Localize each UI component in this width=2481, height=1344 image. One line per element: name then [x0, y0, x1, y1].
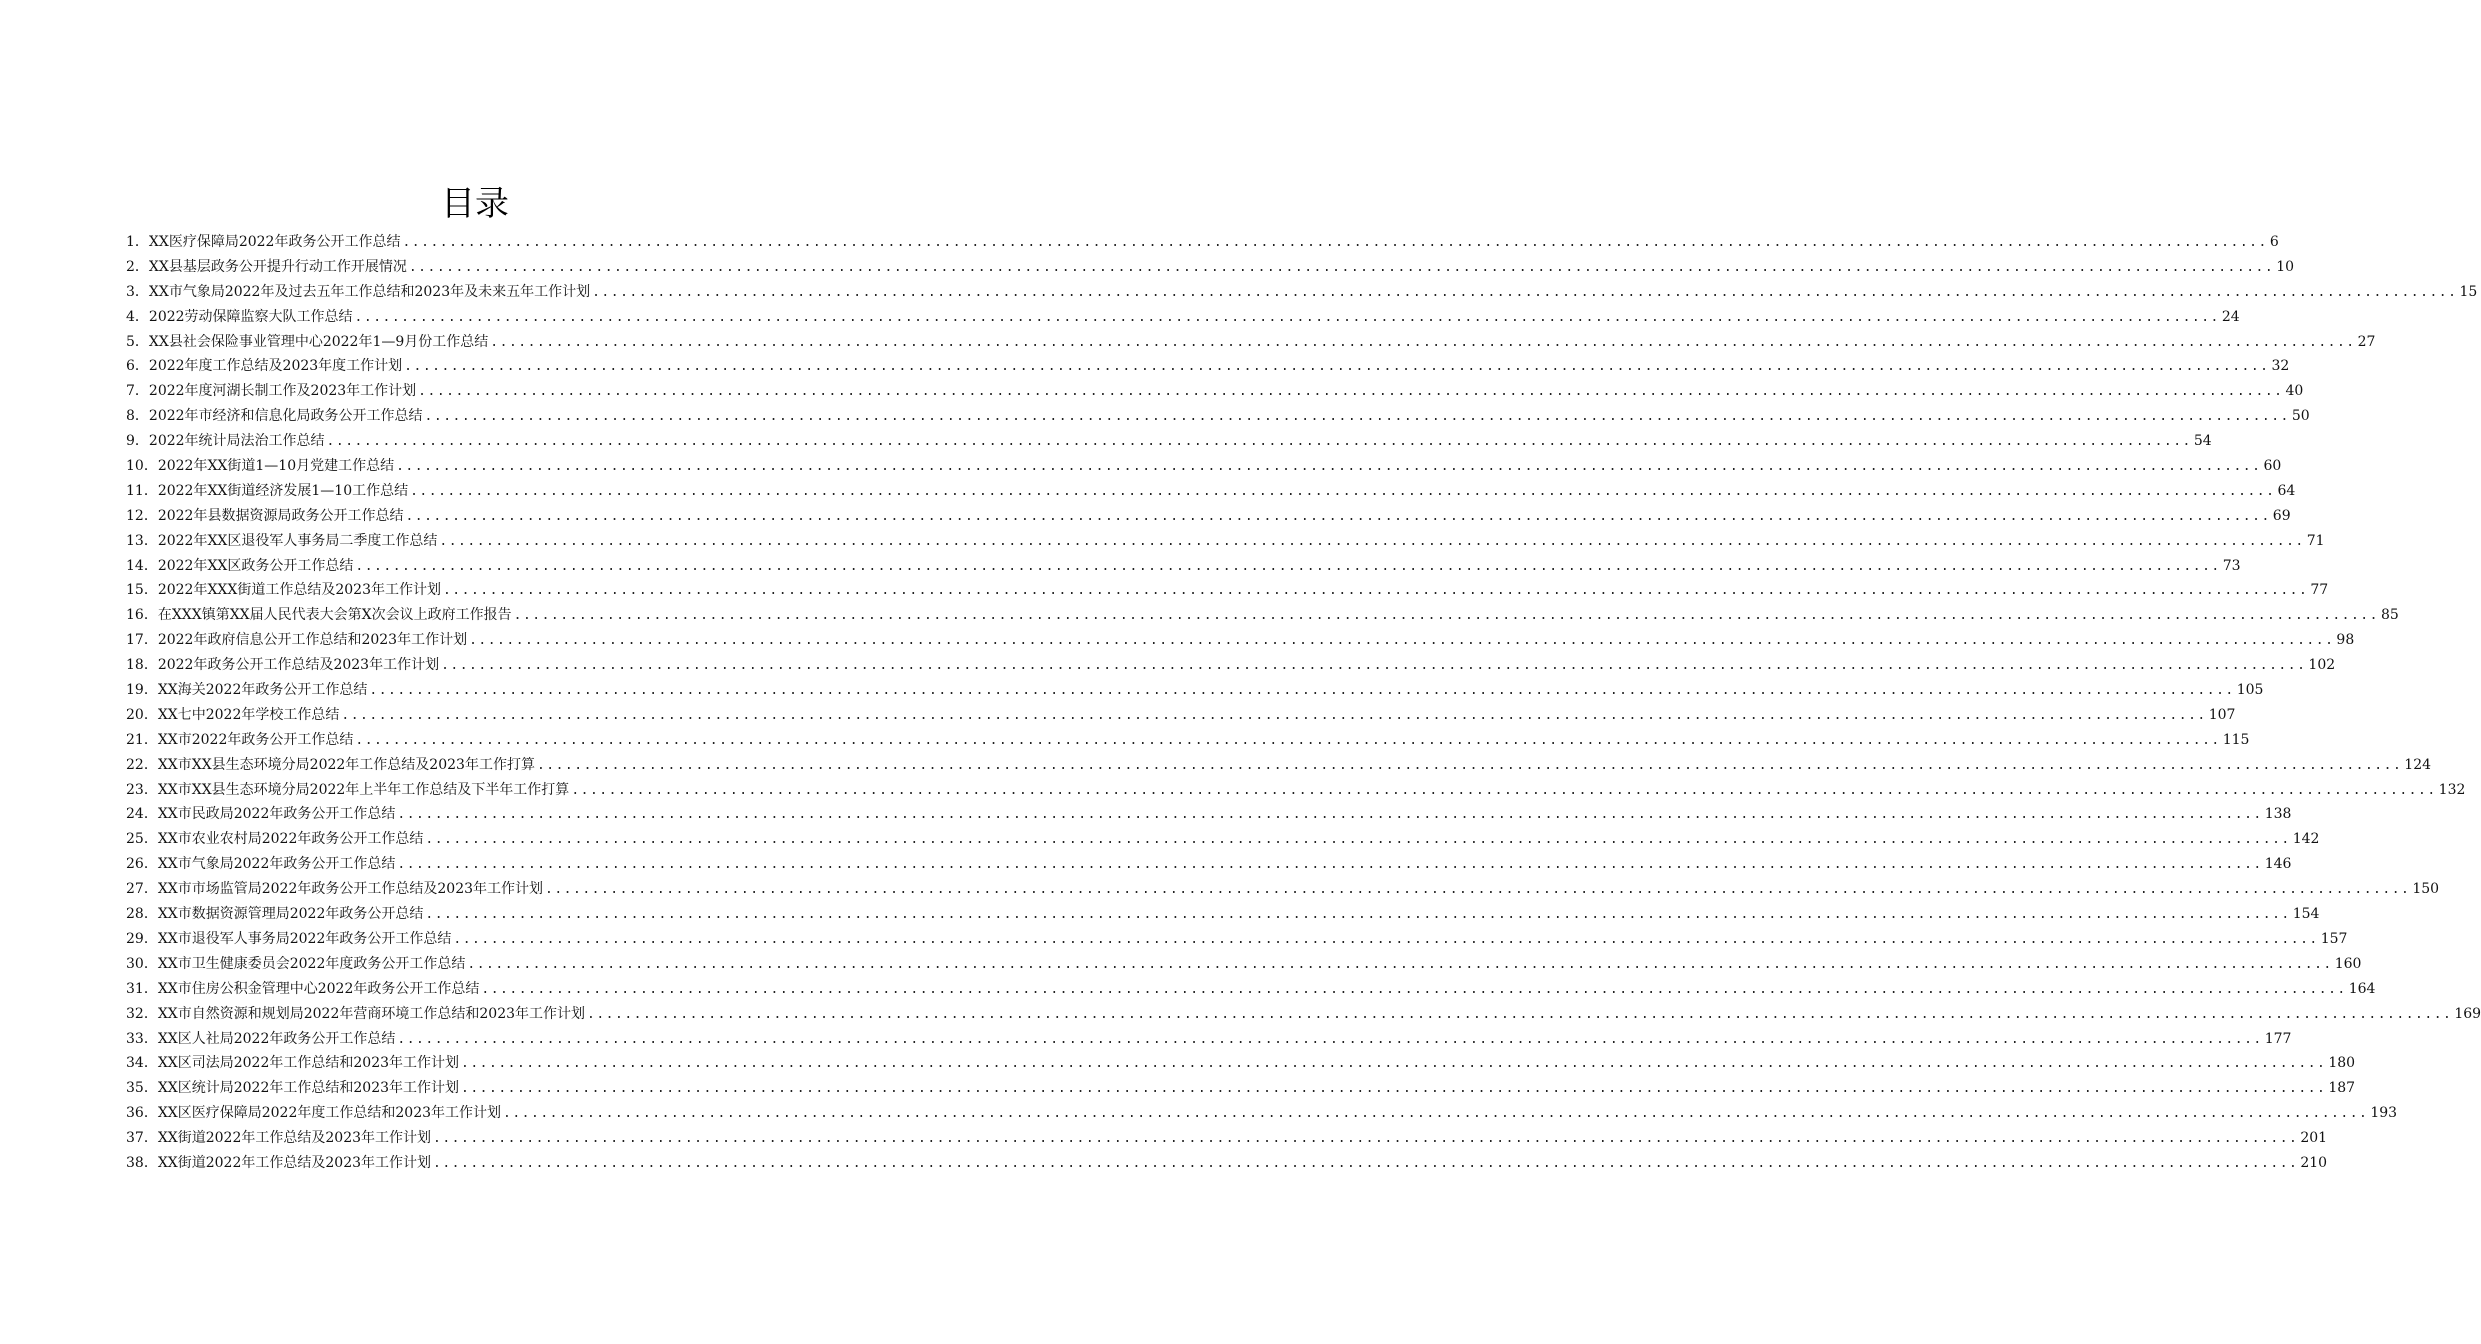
toc-leader-dots: ........................................................................................................................................................................................................ — [397, 1031, 2263, 1047]
toc-page-number: 27 — [2357, 333, 2376, 350]
toc-entry-label: 21．XX市2022年政务公开工作总结 — [126, 731, 354, 748]
toc-entry-label: 29．XX市退役军人事务局2022年政务公开工作总结 — [126, 930, 452, 947]
toc-leader-dots: ........................................................................................................................................................................................................ — [405, 508, 2271, 524]
toc-leader-dots: ........................................................................................................................................................................................................ — [513, 608, 2379, 624]
toc-page-number: 64 — [2277, 482, 2296, 499]
toc-entry[interactable] — [126, 952, 2362, 977]
toc-page-number: 77 — [2310, 582, 2329, 599]
toc-leader-dots: ........................................................................................................................................................................................................ — [425, 832, 2291, 848]
toc-entry-label: 33．XX区人社局2022年政务公开工作总结 — [126, 1030, 396, 1047]
toc-entry[interactable] — [126, 479, 2296, 504]
toc-entry[interactable] — [126, 379, 2304, 404]
toc-page-number: 142 — [2292, 831, 2320, 848]
toc-entry-label: 32．XX市自然资源和规划局2022年营商环境工作总结和2023年工作计划 — [126, 1005, 586, 1022]
toc-entry-label: 2．XX县基层政务公开提升行动工作开展情况 — [126, 258, 407, 275]
toc-entry-label: 26．XX市气象局2022年政务公开工作总结 — [126, 856, 396, 873]
toc-entry-label: 25．XX市农业农村局2022年政务公开工作总结 — [126, 831, 424, 848]
toc-page-number: 160 — [2334, 955, 2362, 972]
toc-entry-label: 19．XX海关2022年政务公开工作总结 — [126, 682, 368, 699]
toc-entry-label: 3．XX市气象局2022年及过去五年工作总结和2023年及未来五年工作计划 — [126, 283, 591, 300]
toc-page-number: 210 — [2300, 1154, 2328, 1171]
toc-entry-label: 24．XX市民政局2022年政务公开工作总结 — [126, 806, 396, 823]
toc-entry-label: 35．XX区统计局2022年工作总结和2023年工作计划 — [126, 1080, 460, 1097]
toc-page-number: 146 — [2264, 856, 2292, 873]
toc-leader-dots: ........................................................................................................................................................................................................ — [355, 558, 2221, 574]
toc-leader-dots: ........................................................................................................................................................................................................ — [425, 907, 2291, 923]
toc-entry[interactable] — [126, 454, 2282, 479]
toc-leader-dots: ........................................................................................................................................................................................................ — [469, 633, 2335, 649]
toc-entry[interactable] — [126, 753, 2432, 778]
toc-entry-label: 6．2022年度工作总结及2023年度工作计划 — [126, 358, 403, 375]
toc-page-number: 177 — [2264, 1030, 2292, 1047]
toc-entry-label: 8．2022年市经济和信息化局政务公开工作总结 — [126, 408, 423, 425]
toc-entry[interactable] — [126, 852, 2292, 877]
toc-entry-label: 20．XX七中2022年学校工作总结 — [126, 706, 340, 723]
toc-entry[interactable] — [126, 230, 2279, 255]
toc-page-number: 201 — [2300, 1130, 2328, 1147]
toc-leader-dots: ........................................................................................................................................................................................................ — [402, 235, 2268, 250]
toc-page-number: 73 — [2222, 557, 2241, 574]
toc-entry[interactable] — [126, 529, 2325, 554]
toc-entry[interactable] — [126, 1076, 2356, 1101]
toc-page-number: 60 — [2263, 458, 2282, 475]
toc-entry[interactable] — [126, 1027, 2292, 1052]
toc-page-number: 164 — [2348, 980, 2376, 997]
toc-entry-label: 22．XX市XX县生态环境分局2022年工作总结及2023年工作打算 — [126, 756, 535, 773]
toc-leader-dots: ........................................................................................................................................................................................................ — [418, 384, 2284, 400]
toc-entry[interactable] — [126, 902, 2320, 927]
toc-entry[interactable] — [126, 778, 2466, 803]
toc-leader-dots: ........................................................................................................................................................................................................ — [410, 483, 2276, 499]
toc-leader-dots: ........................................................................................................................................................................................................ — [467, 956, 2333, 972]
toc-page-number: 15 — [2459, 283, 2478, 300]
toc-entry-label: 28．XX市数据资源管理局2022年政务公开总结 — [126, 906, 424, 923]
toc-leader-dots: ........................................................................................................................................................................................................ — [453, 931, 2319, 947]
toc-page-number: 187 — [2328, 1080, 2356, 1097]
toc-entry[interactable] — [126, 927, 2348, 952]
toc-page-number: 102 — [2308, 657, 2336, 674]
toc-entry[interactable] — [126, 1101, 2398, 1126]
toc-page-number: 40 — [2285, 383, 2304, 400]
toc-page-number: 6 — [2269, 234, 2279, 250]
toc-entry[interactable] — [126, 1151, 2328, 1176]
toc-leader-dots: ........................................................................................................................................................................................................ — [536, 757, 2403, 773]
toc-entry-label: 23．XX市XX县生态环境分局2022年上半年工作总结及下半年工作打算 — [126, 781, 570, 798]
toc-leader-dots: ........................................................................................................................................................................................................ — [408, 259, 2275, 275]
toc-leader-dots: ........................................................................................................................................................................................................ — [355, 732, 2221, 748]
toc-leader-dots: ........................................................................................................................................................................................................ — [397, 857, 2263, 873]
toc-entry-label: 18．2022年政务公开工作总结及2023年工作计划 — [126, 657, 440, 674]
toc-entry[interactable] — [126, 827, 2320, 852]
toc-leader-dots: ........................................................................................................................................................................................................ — [326, 434, 2192, 450]
toc-leader-dots: ........................................................................................................................................................................................................ — [461, 1056, 2327, 1072]
toc-page-number: 10 — [2276, 258, 2295, 275]
toc-leader-dots: ........................................................................................................................................................................................................ — [397, 807, 2263, 823]
toc-entry[interactable] — [126, 603, 2399, 628]
toc-entry-label: 13．2022年XX区退役军人事务局二季度工作总结 — [126, 532, 438, 549]
toc-leader-dots: ........................................................................................................................................................................................................ — [433, 1155, 2299, 1171]
toc-leader-dots: ........................................................................................................................................................................................................ — [424, 409, 2290, 425]
toc-entry[interactable] — [126, 802, 2292, 827]
toc-entry-label: 5．XX县社会保险事业管理中心2022年1—9月份工作总结 — [126, 333, 489, 350]
toc-page-number: 107 — [2208, 706, 2236, 723]
toc-page-number: 150 — [2412, 881, 2440, 898]
toc-entry-label: 14．2022年XX区政务公开工作总结 — [126, 557, 354, 574]
toc-entry-label: 37．XX街道2022年工作总结及2023年工作计划 — [126, 1130, 432, 1147]
toc-entry[interactable] — [126, 678, 2264, 703]
toc-entry-label: 4．2022劳动保障监察大队工作总结 — [126, 308, 353, 325]
toc-page-number: 154 — [2292, 906, 2320, 923]
toc-leader-dots: ........................................................................................................................................................................................................ — [354, 309, 2220, 325]
toc-entry[interactable] — [126, 280, 2478, 305]
toc-page-number: 50 — [2291, 408, 2310, 425]
toc-page-number: 71 — [2306, 532, 2325, 549]
toc-entry-label: 34．XX区司法局2022年工作总结和2023年工作计划 — [126, 1055, 460, 1072]
toc-entry-label: 31．XX市住房公积金管理中心2022年政务公开工作总结 — [126, 980, 480, 997]
toc-page-number: 85 — [2380, 607, 2399, 624]
toc-page-number: 98 — [2336, 632, 2355, 649]
toc-entry-label: 30．XX市卫生健康委员会2022年度政务公开工作总结 — [126, 955, 466, 972]
toc-entry[interactable] — [126, 504, 2291, 529]
toc-page-number: 32 — [2271, 358, 2290, 375]
toc-entry-label: 12．2022年县数据资源局政务公开工作总结 — [126, 507, 404, 524]
toc-entry-label: 15．2022年XXX街道工作总结及2023年工作计划 — [126, 582, 441, 599]
toc-entry[interactable] — [126, 578, 2329, 603]
toc-page-number: 180 — [2328, 1055, 2356, 1072]
toc-leader-dots: ........................................................................................................................................................................................................ — [571, 782, 2437, 798]
toc-entry[interactable] — [126, 1002, 2481, 1027]
toc-entry-label: 1．XX医疗保障局2022年政务公开工作总结 — [126, 234, 401, 250]
toc-page-number: 24 — [2221, 308, 2240, 325]
toc-leader-dots: ........................................................................................................................................................................................................ — [461, 1081, 2327, 1097]
toc-entry-label: 9．2022年统计局法治工作总结 — [126, 433, 325, 450]
toc-entry[interactable] — [126, 255, 2295, 280]
toc-entry-label: 36．XX区医疗保障局2022年度工作总结和2023年工作计划 — [126, 1105, 502, 1122]
toc-entry[interactable] — [126, 1126, 2328, 1151]
toc-entry[interactable] — [126, 653, 2336, 678]
toc-page-number: 132 — [2438, 781, 2466, 798]
toc-leader-dots: ........................................................................................................................................................................................................ — [441, 658, 2307, 674]
toc-entry-label: 10．2022年XX街道1—10月党建工作总结 — [126, 458, 395, 475]
toc-page-number: 124 — [2404, 756, 2432, 773]
toc-entry[interactable] — [126, 728, 2250, 753]
toc-page-number: 115 — [2222, 731, 2250, 748]
table-of-contents — [126, 230, 2481, 1176]
toc-entry-label: 16．在XXX镇第XX届人民代表大会第X次会议上政府工作报告 — [126, 607, 512, 624]
toc-entry[interactable] — [126, 877, 2440, 902]
toc-leader-dots: ........................................................................................................................................................................................................ — [442, 583, 2309, 599]
toc-leader-dots: ........................................................................................................................................................................................................ — [433, 1131, 2299, 1147]
toc-page-number: 138 — [2264, 806, 2292, 823]
toc-leader-dots: ........................................................................................................................................................................................................ — [545, 882, 2411, 898]
toc-page-number: 169 — [2454, 1005, 2481, 1022]
toc-entry[interactable] — [126, 330, 2376, 355]
toc-leader-dots: ........................................................................................................................................................................................................ — [369, 683, 2235, 699]
toc-leader-dots: ........................................................................................................................................................................................................ — [439, 533, 2305, 549]
toc-entry[interactable] — [126, 1051, 2356, 1076]
toc-entry[interactable] — [126, 977, 2376, 1002]
toc-title: 目录 — [441, 184, 509, 224]
toc-page-number: 193 — [2370, 1105, 2398, 1122]
toc-page-number: 54 — [2193, 433, 2212, 450]
toc-leader-dots: ........................................................................................................................................................................................................ — [587, 1006, 2453, 1022]
toc-leader-dots: ........................................................................................................................................................................................................ — [503, 1106, 2369, 1122]
toc-leader-dots: ........................................................................................................................................................................................................ — [396, 459, 2262, 475]
toc-entry[interactable] — [126, 354, 2290, 379]
toc-entry-label: 38．XX街道2022年工作总结及2023年工作计划 — [126, 1154, 432, 1171]
toc-leader-dots: ........................................................................................................................................................................................................ — [341, 707, 2207, 723]
toc-page-number: 69 — [2272, 507, 2291, 524]
toc-leader-dots: ........................................................................................................................................................................................................ — [404, 359, 2270, 375]
toc-entry[interactable] — [126, 703, 2236, 728]
toc-page-number: 105 — [2236, 682, 2264, 699]
toc-entry[interactable] — [126, 554, 2241, 579]
toc-entry[interactable] — [126, 305, 2240, 330]
toc-leader-dots: ........................................................................................................................................................................................................ — [481, 981, 2347, 997]
toc-entry[interactable] — [126, 628, 2355, 653]
toc-leader-dots: ........................................................................................................................................................................................................ — [490, 334, 2356, 350]
toc-entry-label: 17．2022年政府信息公开工作总结和2023年工作计划 — [126, 632, 468, 649]
toc-entry-label: 7．2022年度河湖长制工作及2023年工作计划 — [126, 383, 417, 400]
toc-entry-label: 11．2022年XX街道经济发展1—10工作总结 — [126, 482, 409, 499]
toc-entry[interactable] — [126, 404, 2310, 429]
toc-entry[interactable] — [126, 429, 2212, 454]
toc-leader-dots: ........................................................................................................................................................................................................ — [592, 284, 2458, 300]
toc-page-number: 157 — [2320, 930, 2348, 947]
toc-entry-label: 27．XX市市场监管局2022年政务公开工作总结及2023年工作计划 — [126, 881, 544, 898]
